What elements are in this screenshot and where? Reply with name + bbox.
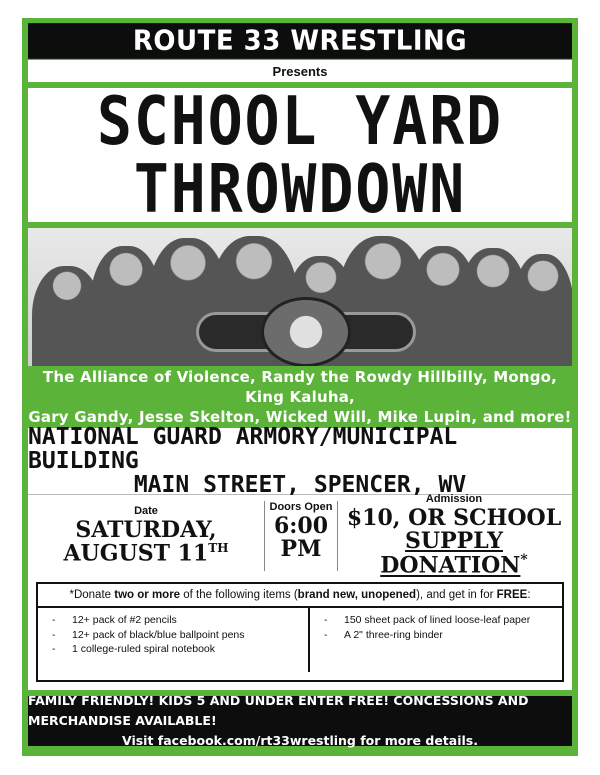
admission-column — [338, 493, 570, 578]
event-title — [28, 81, 572, 229]
doors-label: Doors Open — [269, 500, 333, 513]
wrestler-list-line-2: Gary Gandy, Jesse Skelton, Wicked Will, Mike Lupin, and more! — [28, 408, 572, 427]
donation-intro-emphasis: two or more — [114, 589, 181, 601]
list-item: - 12+ pack of #2 pencils — [52, 614, 298, 627]
admission-label: Admission — [425, 493, 483, 506]
donation-intro-emphasis: brand new, unopened — [297, 589, 417, 601]
donation-section — [28, 576, 572, 690]
admission-line-1: $10, OR SCHOOL — [346, 505, 562, 532]
admission-mark: * — [520, 552, 528, 569]
admission-line-2: SUPPLY DONATION — [380, 528, 521, 579]
list-item: - 1 college-ruled spiral notebook — [52, 643, 298, 656]
donation-lists — [38, 608, 562, 672]
footer-line-1: FAMILY FRIENDLY! KIDS 5 AND UNDER ENTER FREE! CONCESSIONS AND MERCHANDISE AVAILABLE! — [28, 693, 529, 728]
venue-line-2: MAIN STREET, SPENCER, WV — [133, 472, 467, 499]
donation-intro-emphasis: FREE — [496, 589, 528, 601]
donation-intro-text: of the following items ( — [180, 589, 298, 601]
title-line-1: SCHOOL YARD — [96, 81, 504, 161]
wrestler-list — [28, 366, 572, 428]
donation-box — [36, 582, 564, 682]
presents-strip — [28, 60, 572, 82]
list-item: - A 2" three-ring binder — [324, 629, 552, 642]
doors-line-1: 6:00 — [273, 512, 329, 539]
footer-line-2: Visit facebook.com/rt33wrestling for more details. — [122, 733, 478, 748]
wrestler-list-line-1: The Alliance of Violence, Randy the Rowdy Hillbilly, Mongo, King Kaluha, — [42, 367, 558, 406]
date-value — [63, 519, 228, 566]
poster-frame — [22, 18, 578, 756]
donation-list-left — [38, 608, 310, 672]
doors-value — [273, 512, 329, 562]
date-suffix: TH — [208, 541, 229, 556]
promotion-name: ROUTE 33 WRESTLING — [132, 25, 468, 57]
belt-plate — [261, 297, 351, 366]
list-item: - 12+ pack of black/blue ballpoint pens — [52, 629, 298, 642]
date-label: Date — [134, 505, 158, 518]
donation-intro-text: : — [527, 589, 531, 601]
doors-column — [264, 501, 338, 571]
venue — [28, 423, 572, 499]
donation-intro-text: ), and get in for — [416, 589, 497, 601]
venue-line-1: NATIONAL GUARD ARMORY/MUNICIPAL BUILDING — [28, 423, 458, 474]
event-details — [28, 493, 572, 579]
date-column — [28, 505, 264, 566]
promotion-banner — [28, 23, 572, 59]
presents-text: Presents — [272, 63, 328, 79]
donation-intro-text: *Donate — [69, 589, 115, 601]
wrestler-figure — [512, 254, 572, 366]
doors-line-2: PM — [280, 535, 322, 562]
poster-content — [28, 24, 572, 746]
wrestlers-photo — [28, 228, 572, 366]
championship-belt — [196, 312, 416, 352]
donation-list-right — [310, 608, 562, 672]
title-line-2: THROWDOWN — [133, 149, 467, 229]
list-item: - 150 sheet pack of lined loose-leaf paper — [324, 614, 552, 627]
date-line-1: SATURDAY, — [75, 517, 217, 544]
admission-value — [338, 507, 570, 578]
donation-intro — [38, 584, 562, 608]
date-line-2: AUGUST 11 — [63, 540, 209, 567]
footer-banner — [28, 693, 572, 748]
